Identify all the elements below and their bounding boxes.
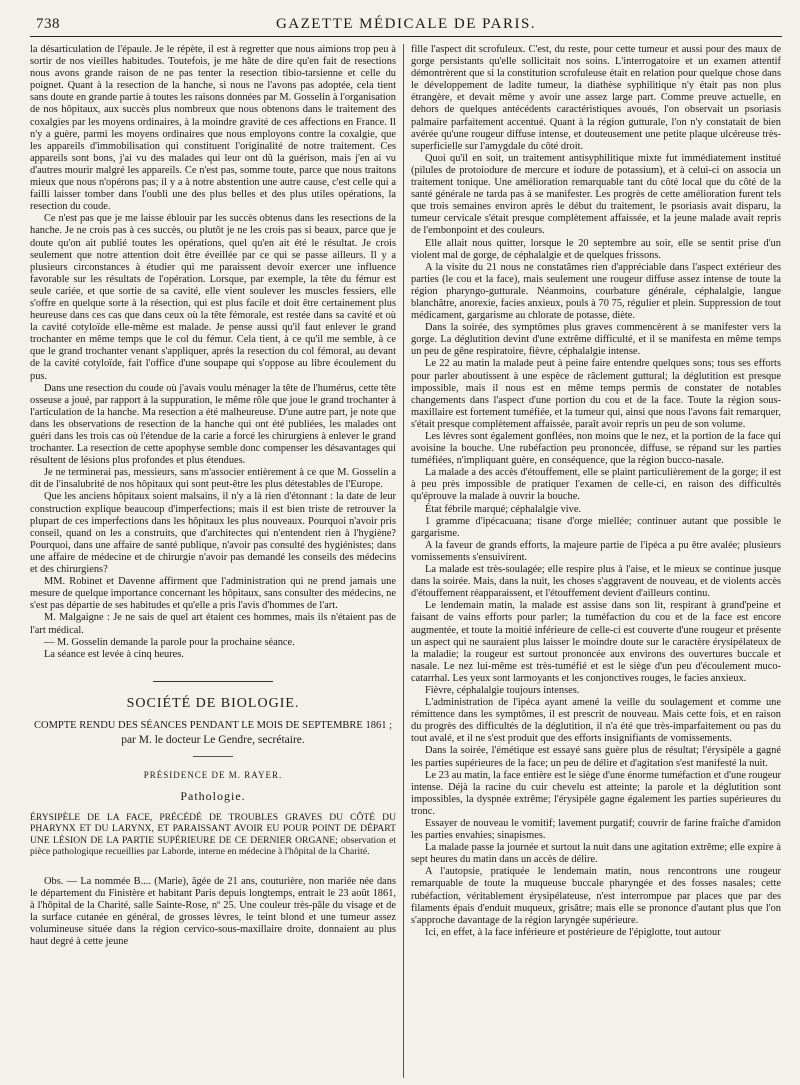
paragraph: La séance est levée à cinq heures. (44, 648, 184, 660)
section-divider (153, 681, 273, 682)
paragraph: A la visite du 21 nous ne constatâmes rien d'appréciable dans l'aspect extérieur des parties (le cou et la face), mais seulement une rougeur diffuse assez intense de toute la région pharyngo-gutturale. Néanmoins, courbature générale, céphalalgie, langue blanchâtre, anorexie, facies anxieux, pouls à 70 75, régulier et plein. Suppression de tout médicament, gargarisme au chlorate de potasse, diète. (411, 261, 781, 322)
left-column (30, 44, 396, 1080)
paragraph: la désarticulation de l'épaule. Je le répète, il est à regretter que nous aimions trop peu à sortir de nos vieilles habitudes. Toutefois, je me hâte de dire qu'en fait de resections nous avons grande raison de ne pas tenter la resection tibio-tarsienne et celle du poignet. Quant à la resection de la hanche, si nous ne l'avons pas adoptée, cela tient sans doute en grande partie à toutes les raisons données par M. Gosselin à l'organisation de nos hôpitaux, aux succès plus nombreux que nous obtenons dans le traitement des coxalgies par les moyens ordinaires, à la moindre gravité de ces affections en France. Il n'y a guère, parmi les moyens ordinaires que nous employons contre la coxalgie, que les appareils d'immobilisation qui constituent l'originalité de notre traitement. Ces appareils sont bons, j'ai vu des malades qui leur ont dû la guérison, mais j'en ai vu d'autres mourir malgré les appareils. Ce n'est pas, somme toute, parce que nous traitons mieux que nous n'opérons pas; il y a à notre abstention une autre cause, c'est celle qui a failli laisser tomber dans l'oubli une des plus belles et des plus utiles opérations, la resection du coude. (30, 44, 396, 213)
paragraph: Elle allait nous quitter, lorsque le 20 septembre au soir, elle se sentit prise d'un violent mal de gorge, de céphalalgie et de quelques frissons. (411, 237, 781, 261)
paragraph: Ce n'est pas que je me laisse éblouir par les succès obtenus dans les resections de la hanche. Je ne crois pas à ces succès, ou plutôt je ne les crois pas si beaux, parce que je doute qu'on ait publié toutes les opérations, quel qu'en ait été le résultat. Je crois seulement que notre attention doit être éveillée par ce qui se passe ailleurs. Il y a plusieurs circonstances à étudier qui me paraissent devoir exercer une influence favorable sur les résultats de l'opération. Lorsque, par exemple, la tête du fémur est seule cariée, et que sortie de sa cavité, elle vient soulever les muscles fessiers, elle s'offre en quelque sorte à la résection, qui est plus facile et doit être certainement plus heureuse dans ces cas que dans ceux où la tête fémorale, est restée dans sa cavité et où la cavité cotyloïde elle-même est malade. Je pense aussi qu'il faut enlever le grand trochanter en même temps que le col du fémur. Cela tient, à ce qu'il me semble, à ce que le grand trochanter venant s'appliquer, après la resection du col fémoral, au devant de la cavité cotyloïde, fait l'office d'une soupape qui s'oppose au libre écoulement du pus. (30, 213, 396, 382)
paragraph: La malade a des accès d'étouffement, elle se plaint particulièrement de la gorge; il est à peu près impossible de pratiquer l'examen de celle-ci, en raison des difficultés qu'éprouve la malade à ouvrir la bouche. (411, 467, 781, 503)
report-author: par M. le docteur Le Gendre, secrétaire. (121, 733, 305, 746)
paragraph: Essayer de nouveau le vomitif; lavement purgatif; couvrir de farine fraîche d'amidon les parties envahies; sinapismes. (411, 818, 781, 842)
society-title: SOCIÉTÉ DE BIOLOGIE. (126, 695, 300, 711)
paragraph: Ici, en effet, à la face inférieure et postérieure de l'épiglotte, tout autour (425, 926, 721, 938)
paragraph: Le 23 au matin, la face entière est le siège d'une énorme tuméfaction et d'une rougeur intense. Déjà la racine du cuir chevelu est atteinte; la parole et la déglutition sont impossibles, la dyspnée extrême; l'érysipèle gagne également les parties supérieures du tronc. (411, 769, 781, 817)
paragraph: Fièvre, céphalalgie toujours intenses. (425, 684, 580, 696)
case-title: ÉRYSIPÈLE DE LA FACE, PRÉCÉDÉ DE TROUBLES GRAVES DU CÔTÉ DU PHARYNX ET DU LARYNX, ET PARAISSANT AVOIR EU POUR POINT DE DÉPART UNE LÉSION DE LA PARTIE SUPÉRIEURE DE CE DERNIER ORGANE; observation et pièce pathologique recueillies par Laborde, interne en médecine à l'hôpital de la Charité. (30, 811, 396, 858)
paragraph: La malade passe la journée et surtout la nuit dans une agitation extrême; elle expire à sept heures du matin dans un accès de délire. (411, 842, 781, 866)
paragraph: Dans la soirée, des symptômes plus graves commencèrent à se manifester vers la gorge. La déglutition devint d'une extrême difficulté, et il se manifesta en même temps un peu de gêne respiratoire, fièvre, céphalalgie intense. (411, 322, 781, 358)
page-number: 738 (36, 16, 60, 32)
paragraph: Je ne terminerai pas, messieurs, sans m'associer entièrement à ce que M. Gosselin a dit de l'insalubrité de nos hôpitaux qui sont peut-être les plus détestables de l'Europe. (30, 467, 396, 491)
paragraph: État fébrile marqué; céphalalgie vive. (425, 503, 582, 515)
paragraph: Le lendemain matin, la malade est assise dans son lit, respirant à grand'peine et faisant de vains efforts pour parler; la tuméfaction du cou et de la face est encore augmentée, et toute la moitié inférieure de celle-ci est couverte d'une rougeur et présente un aspect qui ne sauraient plus laisser le moindre doute sur le caractère érysipélateux de la maladie; la rougeur est surtout prononcée aux environs des ouvertures buccale et nasale. Le nez lui-même est très-tuméfié et est le siège d'un peu d'écoulement muco-catarrhal. Les yeux sont larmoyants et les conjonctives rouges, le facies anxieux. (411, 600, 781, 684)
right-column (411, 44, 781, 1080)
report-line: COMPTE RENDU DES SÉANCES PENDANT LE MOIS DE SEPTEMBRE 1861 ; (34, 719, 392, 731)
paragraph: 1 gramme d'ipécacuana; tisane d'orge miellée; continuer autant que possible le gargarisme. (411, 515, 781, 539)
paragraph: Le 22 au matin la malade peut à peine faire entendre quelques sons; tous ses efforts pour parler aboutissent à une espèce de râclement guttural; la déglutition est presque impossible, mais il nous est en même temps permis de constater de notables changements dans l'aspect d'une portion du cou et de la face. Toute la région sous-maxillaire est fortement tuméfiée, et la tumeur qui, ainsi que nous l'avons fait remarquer, s'était presque complètement affaissée, paraît avoir repris un peu de son volume. (411, 358, 781, 430)
paragraph: Les lèvres sont également gonflées, non moins que le nez, et la portion de la face qui avoisine la bouche. Une rubéfaction peu prononcée, diffuse, se répand sur les parties tuméfiées, n'impliquant guère, en conséquence, que la région bucco-nasale. (411, 431, 781, 467)
paragraph: Que les anciens hôpitaux soient malsains, il n'y a là rien d'étonnant : la date de leur construction explique beaucoup d'imperfections; mais il est bien triste de retrouver la plupart de ces imperfections dans les hôpitaux les plus nouveaux. Pourquoi n'avoir pris conseil, quand on les a construits, que d'architectes qui n'entendent rien à l'hygiène? Pourquoi, dans une affaire de santé publique, n'avoir pas consulté des hygiénistes; dans une affaire de médecine et de chirurgie n'avoir pas demandé les conseils des médecins et des chirurgiens? (30, 491, 396, 576)
paragraph: La malade est très-soulagée; elle respire plus à l'aise, et le mieux se continue jusque dans la soirée. Mais, dans la nuit, les choses s'aggravent de nouveau, et de violents accès d'étouffement réapparaissent, et l'étouffement devient d'ailleurs continu. (411, 564, 781, 600)
paragraph: A l'autopsie, pratiquée le lendemain matin, nous rencontrons une rougeur remarquable de toute la muqueuse buccale pharyngée et des fosses nasales; cette rubéfaction, véritablement érysipélateuse, n'est interrompue par places que par des filaments épais d'enduit muqueux, grisâtre; mais elle se prononce d'autant plus que l'on s'approche davantage de la région laryngée supérieure. (411, 866, 781, 926)
small-divider (193, 756, 233, 757)
paragraph: M. Malgaigne : Je ne sais de quel art étaient ces hommes, mais ils n'étaient pas de l'art médical. (30, 612, 396, 636)
column-rule (403, 44, 404, 1078)
paragraph: L'administration de l'ipéca ayant amené la veille du soulagement et comme une rémittence dans les symptômes, il est prescrit de nouveau. Mais cette fois, et en raison du progrès des difficultés de la déglutition, il n'a été que très-imparfaitement ou pas du tout avalé, et il ne s'est produit que des efforts insignifiants de vomissements. (411, 697, 781, 745)
paragraph: Quoi qu'il en soit, un traitement antisyphilitique mixte fut immédiatement institué (pilules de protoiodure de mercure et iodure de potassium), et à celui-ci on associa un traitement tonique. Une amélioration remarquable tant du côté local que du côté de la santé générale ne tarda pas à se manifester. Les progrès de cette amélioration furent tels que trois semaines environ après le début du traitement, le psoriasis avait disparu, la tumeur cervicale s'était presque complètement affaissée, et la jeune malade avait repris de l'embonpoint et des couleurs. (411, 152, 781, 237)
observation-paragraph: Obs. — La nommée B.... (Marie), âgée de 21 ans, couturière, non mariée née dans le département du Finistère et habitant Paris depuis longtemps, entrait le 23 août 1861, à l'hôpital de la Charité, salle Sainte-Rose, nº 25. Une couleur très-pâle du visage et de la surface cutanée en général, de grosses lèvres, le teint blond et une tumeur assez volumineuse située dans la région cervico-sous-maxillaire droite, donnaient au plus haut degré à cette jeune (30, 875, 396, 948)
presidency: PRÉSIDENCE DE M. RAYER. (143, 769, 283, 780)
paragraph: A la faveur de grands efforts, la majeure partie de l'ipéca a pu être avalée; plusieurs vomissements s'ensuivirent. (411, 539, 781, 563)
paragraph: fille l'aspect dit scrofuleux. C'est, du reste, pour cette tumeur et aussi pour des maux de gorge persistants qu'elle sollicitait nos soins. L'interrogatoire et un examen attentif démontrèrent que si la constitution scrofuleuse était en relation pour quelque chose dans le développement de ladite tumeur, la diathèse syphilitique n'y était pas non plus étrangère, et devait même y avoir une assez large part. Comme preuve actuelle, en dehors de quelques antécédents caractéristiques avoués, l'on observait un psoriasis palmaire parfaitement accentué. Quant à la région gutturale, l'on n'y constatait de bien avérée qu'une rougeur diffuse intense, et douteusement une petite plaque ulcéreuse très-superficielle sur l'amygdale du côté droit. (411, 44, 781, 152)
paragraph: — M. Gosselin demande la parole pour la prochaine séance. (44, 636, 295, 648)
section-title: Pathologie. (180, 788, 246, 803)
paragraph: Dans une resection du coude où j'avais voulu ménager la tête de l'humérus, cette tête osseuse a joué, par rapport à la suppuration, le même rôle que joue le grand trochanter à l'articulation de la hanche. Ma resection a été malheureuse. D'une autre part, je note que dans les observations de resection de la hanche qui ont été publiées, les malades ont guéri dans les trois cas où l'étendue de la carie a forcé les chirurgiens à enlever le grand trochanter. La resection de cette apophyse semble donc compenser les désavantages qui résultent de lésions plus profondes et plus étendues. (30, 382, 396, 467)
journal-title: GAZETTE MÉDICALE DE PARIS. (275, 16, 537, 32)
paragraph: Dans la soirée, l'émétique est essayé sans guère plus de résultat; l'érysipèle a gagné les parties supérieures de la face; un peu de délire et d'agitation s'est manifesté la nuit. (411, 745, 781, 769)
paragraph: MM. Robinet et Davenne affirment que l'administration qui ne prend jamais une mesure de quelque importance concernant les hôpitaux, sans consulter des médecins, ne s'est pas départie de ses habitudes et qu'elle a pris l'avis d'hommes de l'art. (30, 576, 396, 612)
page-header (30, 10, 782, 37)
